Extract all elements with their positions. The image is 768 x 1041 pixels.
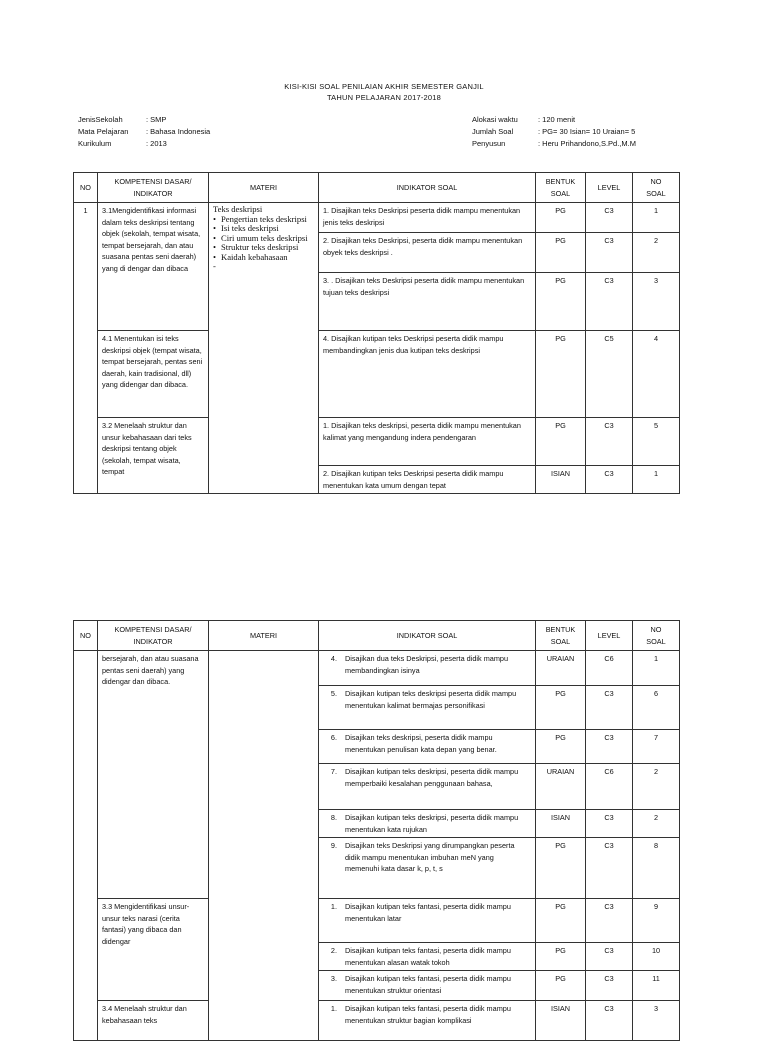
bentuk-soal: URAIAN [536, 764, 586, 810]
col-no: NO [74, 621, 98, 651]
indikator-soal: 3. Disajikan kutipan teks fantasi, peserta didik mampu menentukan struktur orientasi [319, 971, 536, 1001]
no-soal: 7 [633, 730, 680, 764]
table-row [74, 899, 680, 943]
level: C3 [586, 838, 633, 899]
table-row [74, 331, 680, 418]
table-header-row [74, 173, 680, 203]
no-soal: 3 [633, 1001, 680, 1041]
col-materi: MATERI [209, 173, 319, 203]
bentuk-soal: PG [536, 331, 586, 418]
level: C3 [586, 943, 633, 971]
no-soal: 1 [633, 203, 680, 233]
list-item: • Ciri umum teks deskripsi [213, 234, 314, 244]
level: C3 [586, 730, 633, 764]
info-jumlah-soal: Jumlah Soal : PG= 30 Isian= 10 Uraian= 5 [472, 127, 636, 136]
level: C3 [586, 899, 633, 943]
info-jenis-sekolah: JenisSekolah : SMP [78, 115, 167, 124]
materi-list [213, 215, 314, 263]
row-number: 1 [74, 203, 98, 494]
indikator-soal: 9. Disajikan teks Deskripsi yang dirumpangkan peserta didik mampu menentukan imbuhan meN yang memenuhi kata dasar k, p, t, s [319, 838, 536, 899]
level: C3 [586, 810, 633, 838]
indikator-soal: 1. Disajikan teks deskripsi, peserta didik mampu menentukan kalimat yang mengandung indera pendengaran [319, 418, 536, 466]
materi-cell [209, 203, 319, 494]
indikator-soal: 2. Disajikan kutipan teks Deskripsi peserta didik mampu menentukan kata umum dengan tepat [319, 466, 536, 494]
indikator-soal: 3. . Disajikan teks Deskripsi peserta didik mampu menentukan tujuan teks deskripsi [319, 273, 536, 331]
no-soal: 8 [633, 838, 680, 899]
materi-cell [209, 651, 319, 1041]
bentuk-soal: PG [536, 686, 586, 730]
level: C3 [586, 1001, 633, 1041]
level: C6 [586, 764, 633, 810]
bentuk-soal: PG [536, 730, 586, 764]
indikator-soal: 2. Disajikan kutipan teks fantasi, peserta didik mampu menentukan alasan watak tokoh [319, 943, 536, 971]
col-level: LEVEL [586, 173, 633, 203]
info-right [472, 114, 636, 150]
list-item: • Struktur teks deskripsi [213, 243, 314, 253]
indikator-soal: 7. Disajikan kutipan teks deskripsi, peserta didik mampu memperbaiki kesalahan penggunaan bahasa, [319, 764, 536, 810]
row-number [74, 651, 98, 1041]
col-indikator-soal: INDIKATOR SOAL [319, 621, 536, 651]
no-soal: 9 [633, 899, 680, 943]
col-no-soal: NO SOAL [633, 621, 680, 651]
no-soal: 3 [633, 273, 680, 331]
bentuk-soal: PG [536, 971, 586, 1001]
indikator-soal: 5. Disajikan kutipan teks deskripsi peserta didik mampu menentukan kalimat bermajas personifikasi [319, 686, 536, 730]
kisi-table-1 [73, 172, 680, 494]
no-soal: 6 [633, 686, 680, 730]
bentuk-soal: PG [536, 899, 586, 943]
no-soal: 5 [633, 418, 680, 466]
info-kurikulum: Kurikulum : 2013 [78, 139, 167, 148]
level: C6 [586, 651, 633, 686]
no-soal: 4 [633, 331, 680, 418]
col-level: LEVEL [586, 621, 633, 651]
indikator-soal: 4. Disajikan kutipan teks Deskripsi peserta didik mampu membandingkan jenis dua kutipan teks deskripsi [319, 331, 536, 418]
col-indikator-soal: INDIKATOR SOAL [319, 173, 536, 203]
kompetensi-dasar: 3.1Mengidentifikasi informasi dalam teks deskripsi tentang objek (sekolah, tempat wisata, tempat bersejarah, dan atau suasana pentas seni daerah) yang di dengar dan dibaca [98, 203, 209, 331]
info-alokasi-waktu: Alokasi waktu : 120 menit [472, 115, 576, 124]
no-soal: 11 [633, 971, 680, 1001]
bentuk-soal: URAIAN [536, 651, 586, 686]
info-left [78, 114, 210, 150]
list-item: • Kaidah kebahasaan [213, 253, 314, 263]
bentuk-soal: PG [536, 418, 586, 466]
kompetensi-dasar: 4.1 Menentukan isi teks deskripsi objek (tempat wisata, tempat bersejarah, pentas seni daerah, kain tradisional, dll) yang didengar dan dibaca. [98, 331, 209, 418]
indikator-soal: 1. Disajikan kutipan teks fantasi, peserta didik mampu menentukan struktur bagian komplikasi [319, 1001, 536, 1041]
col-bentuk-soal: BENTUK SOAL [536, 173, 586, 203]
table-row [74, 418, 680, 466]
kompetensi-dasar: 3.3 Mengidentifikasi unsur-unsur teks narasi (cerita fantasi) yang dibaca dan didengar [98, 899, 209, 1001]
no-soal: 10 [633, 943, 680, 971]
bentuk-soal: ISIAN [536, 1001, 586, 1041]
table-header-row [74, 621, 680, 651]
bentuk-soal: PG [536, 203, 586, 233]
kisi-table-2 [73, 620, 680, 1041]
table-row [74, 203, 680, 233]
document-subtitle: TAHUN PELAJARAN 2017-2018 [326, 93, 442, 102]
level: C3 [586, 686, 633, 730]
info-mata-pelajaran: Mata Pelajaran : Bahasa Indonesia [78, 127, 211, 136]
bentuk-soal: PG [536, 943, 586, 971]
col-bentuk-soal: BENTUK SOAL [536, 621, 586, 651]
level: C3 [586, 466, 633, 494]
kompetensi-dasar: bersejarah, dan atau suasana pentas seni daerah) yang didengar dan dibaca. [98, 651, 209, 899]
col-no: NO [74, 173, 98, 203]
level: C3 [586, 233, 633, 273]
document-title: KISI-KISI SOAL PENILAIAN AKHIR SEMESTER GANJIL [284, 82, 484, 91]
no-soal: 2 [633, 233, 680, 273]
col-kompetensi: KOMPETENSI DASAR/ INDIKATOR [98, 173, 209, 203]
bentuk-soal: PG [536, 273, 586, 331]
table-row [74, 1001, 680, 1041]
indikator-soal: 6. Disajikan teks deskripsi, peserta didik mampu menentukan penulisan kata depan yang benar. [319, 730, 536, 764]
level: C3 [586, 203, 633, 233]
info-penyusun: Penyusun : Heru Prihandono,S.Pd.,M.M [472, 139, 636, 148]
col-no-soal: NO SOAL [633, 173, 680, 203]
kompetensi-dasar: 3.2 Menelaah struktur dan unsur kebahasaan dari teks deskripsi tentang objek (sekolah, tempat wisata, tempat [98, 418, 209, 494]
bentuk-soal: ISIAN [536, 466, 586, 494]
bentuk-soal: ISIAN [536, 810, 586, 838]
indikator-soal: 1. Disajikan kutipan teks fantasi, peserta didik mampu menentukan latar [319, 899, 536, 943]
materi-end: - [213, 261, 216, 271]
indikator-soal: 1. Disajikan teks Deskripsi peserta didik mampu menentukan jenis teks deskripsi [319, 203, 536, 233]
level: C3 [586, 418, 633, 466]
level: C3 [586, 273, 633, 331]
col-kompetensi: KOMPETENSI DASAR/ INDIKATOR [98, 621, 209, 651]
bentuk-soal: PG [536, 233, 586, 273]
materi-title: Teks deskripsi [213, 204, 263, 214]
no-soal: 1 [633, 466, 680, 494]
indikator-soal: 8. Disajikan kutipan teks deskripsi, peserta didik mampu menentukan kata rujukan [319, 810, 536, 838]
indikator-soal: 4. Disajikan dua teks Deskripsi, peserta didik mampu membandingkan isinya [319, 651, 536, 686]
no-soal: 1 [633, 651, 680, 686]
level: C3 [586, 971, 633, 1001]
kompetensi-dasar: 3.4 Menelaah struktur dan kebahasaan teks [98, 1001, 209, 1041]
list-item: • Pengertian teks deskripsi [213, 215, 314, 225]
level: C5 [586, 331, 633, 418]
indikator-soal: 2. Disajikan teks Deskripsi, peserta didik mampu menentukan obyek teks deskripsi . [319, 233, 536, 273]
list-item: • Isi teks deskripsi [213, 224, 314, 234]
col-materi: MATERI [209, 621, 319, 651]
bentuk-soal: PG [536, 838, 586, 899]
no-soal: 2 [633, 810, 680, 838]
table-row [74, 651, 680, 686]
no-soal: 2 [633, 764, 680, 810]
